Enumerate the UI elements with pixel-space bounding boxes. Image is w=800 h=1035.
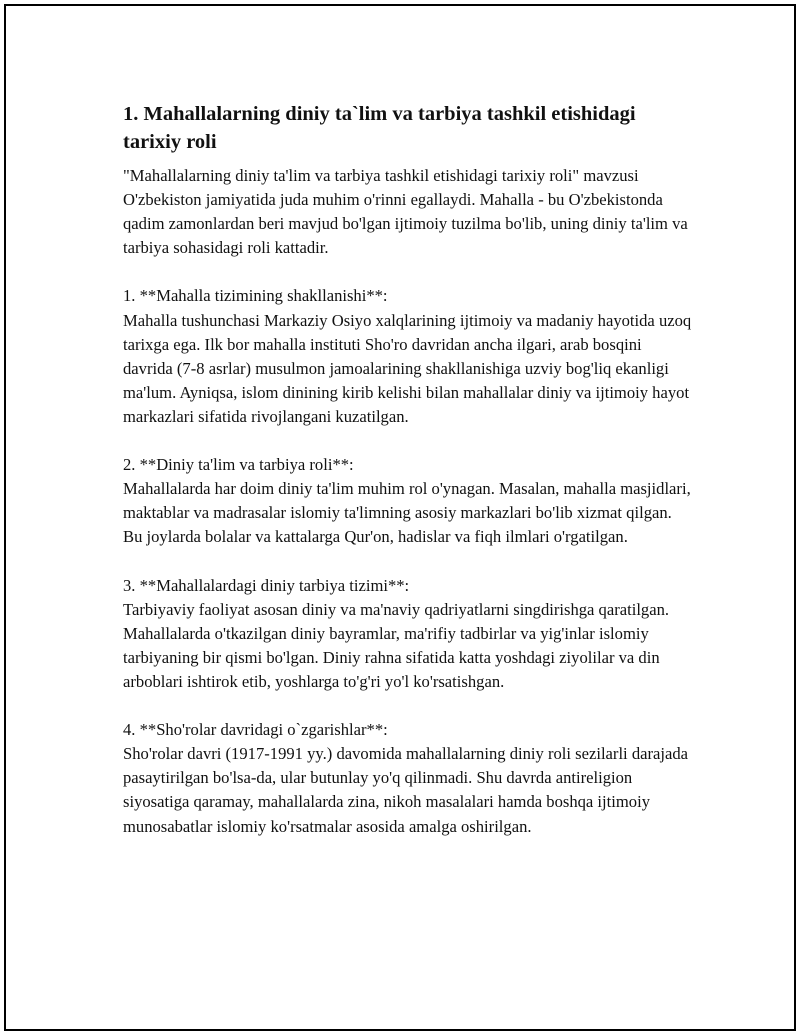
page-frame (4, 4, 796, 1031)
document-content (123, 100, 693, 839)
document-heading: 1. Mahallalarning diniy ta`lim va tarbiya tashkil etishidagi tarixiy roli (123, 103, 636, 153)
document-body: "Mahallalarning diniy ta'lim va tarbiya tashkil etishidagi tarixiy roli" mavzusi O'zbekiston jamiyatida juda muhim o'rinni egallaydi. Mahalla - bu O'zbekistonda qadim zamonlardan beri mavjud bo'lgan ijtimoiy tuzilma bo'lib, uning diniy ta'lim va tarbiya sohasidagi roli kattadir. 1. **Mahalla tizimining shakllanishi**: Mahalla tushunchasi Markaziy Osiyo xalqlarining ijtimoiy va madaniy hayotida uzoq tarixga ega. Ilk bor mahalla instituti Sho'ro davridan ancha ilgari, arab bosqini davrida (7-8 asrlar) musulmon jamoalarining shakllanishiga uzviy bog'liq ekanligi ma'lum. Ayniqsa, islom dinining kirib kelishi bilan mahallalar diniy va ijtimoiy hayot markazlari sifatida rivojlangani kuzatilgan. 2. **Diniy ta'lim va tarbiya roli**: Mahallalarda har doim diniy ta'lim muhim rol o'ynagan. Masalan, mahalla masjidlari, maktablar va madrasalar islomiy ta'limning asosiy markazlari bo'lib xizmat qilgan. Bu joylarda bolalar va kattalarga Qur'on, hadislar va fiqh ilmlari o'rgatilgan. 3. **Mahallalardagi diniy tarbiya tizimi**: Tarbiyaviy faoliyat asosan diniy va ma'naviy qadriyatlarni singdirishga qaratilgan. Mahallalarda o'tkazilgan diniy bayramlar, ma'rifiy tadbirlar va yig'inlar islomiy tarbiyaning bir qismi bo'lgan. Diniy rahna sifatida katta yoshdagi ziyolilar va din arboblari ishtirok etib, yoshlarga to'g'ri yo'l ko'rsatishgan. 4. **Sho'rolar davridagi o`zgarishlar**: Sho'rolar davri (1917-1991 yy.) davomida mahallalarning diniy roli sezilarli darajada pasaytirilgan bo'lsa-da, ular butunlay yo'q qilinmadi. Shu davrda antireligion siyosatiga qaramay, mahallalarda zina, nikoh masalalari hamda boshqa ijtimoiy munosabatlar islomiy ko'rsatmalar asosida amalga oshirilgan. (123, 166, 692, 836)
